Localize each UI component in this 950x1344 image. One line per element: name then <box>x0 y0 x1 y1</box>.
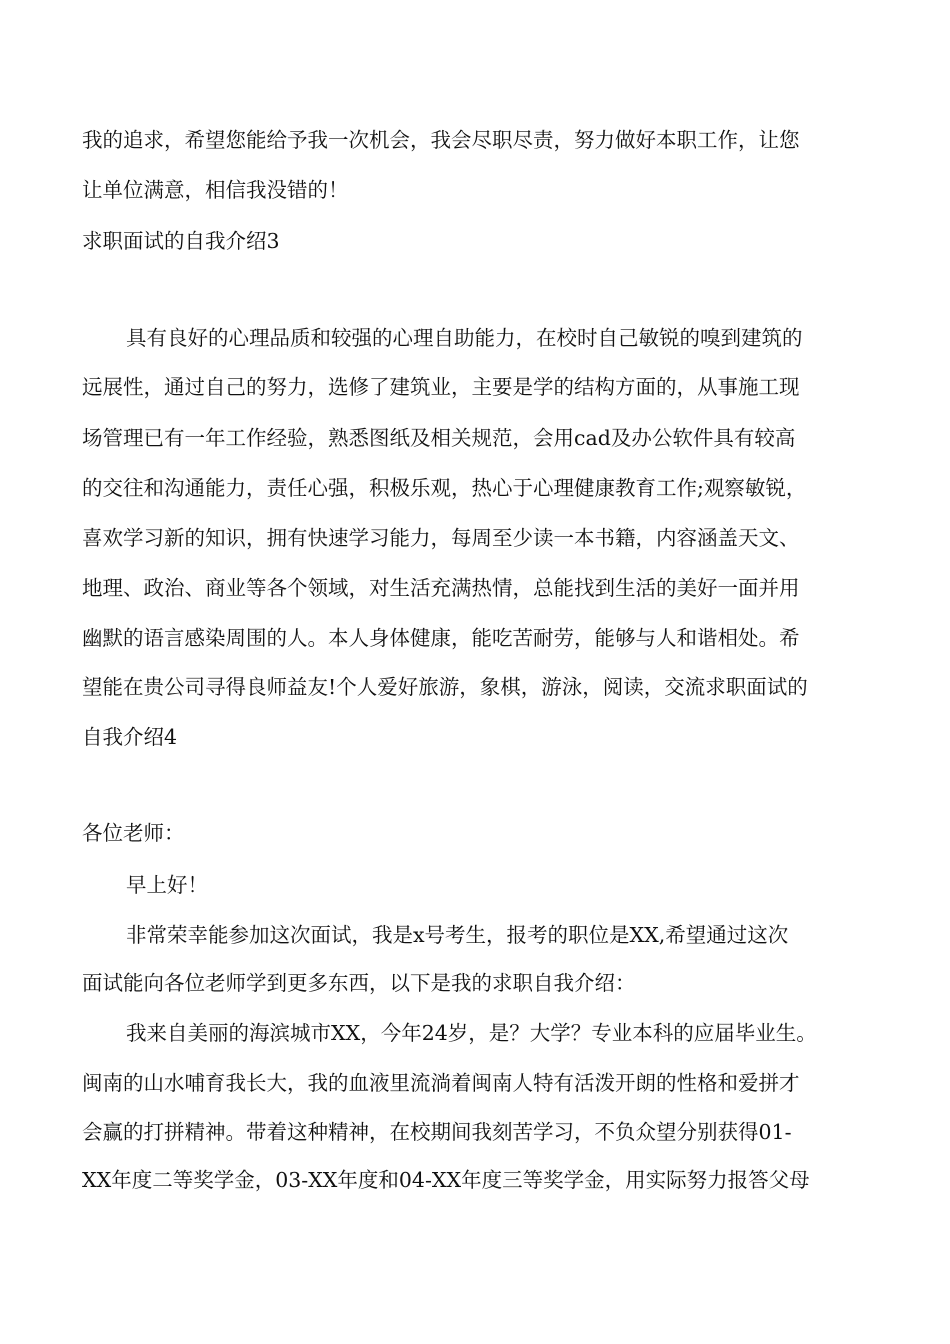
text-line: 幽默的语言感染周围的人。本人身体健康，能吃苦耐劳，能够与人和谐相处。希 <box>82 626 800 650</box>
text-line: 我来自美丽的海滨城市XX，今年24岁，是？大学？专业本科的应届毕业生。 <box>126 1021 817 1045</box>
text-line: 让单位满意，相信我没错的！ <box>82 178 349 202</box>
text-line: 闽南的山水哺育我长大，我的血液里流淌着闽南人特有活泼开朗的性格和爱拼才 <box>82 1071 800 1095</box>
text-line: 场管理已有一年工作经验，熟悉图纸及相关规范，会用cad及办公软件具有较高 <box>82 426 796 450</box>
section-heading: 自我介绍4 <box>82 725 178 749</box>
text-line: 非常荣幸能参加这次面试，我是x号考生，报考的职位是XX,希望通过这次 <box>126 923 789 947</box>
text-line: 地理、政治、商业等各个领域，对生活充满热情，总能找到生活的美好一面并用 <box>82 576 800 600</box>
text-line: 望能在贵公司寻得良师益友!个人爱好旅游，象棋，游泳，阅读，交流求职面试的 <box>82 675 808 699</box>
text-line: 喜欢学习新的知识，拥有快速学习能力，每周至少读一本书籍，内容涵盖天文、 <box>82 526 800 550</box>
text-line: 的交往和沟通能力，责任心强，积极乐观，热心于心理健康教育工作;观察敏锐， <box>82 476 807 500</box>
text-line: 面试能向各位老师学到更多东西，以下是我的求职自我介绍： <box>82 971 636 995</box>
section-heading: 求职面试的自我介绍3 <box>82 229 280 253</box>
text-line: XX年度二等奖学金，03-XX年度和04-XX年度三等奖学金，用实际努力报答父母 <box>82 1168 810 1192</box>
greeting: 早上好！ <box>126 873 208 897</box>
text-line: 具有良好的心理品质和较强的心理自助能力，在校时自己敏锐的嗅到建筑的 <box>126 326 803 350</box>
text-line: 远展性，通过自己的努力，选修了建筑业，主要是学的结构方面的，从事施工现 <box>82 375 800 399</box>
text-line: 会赢的打拼精神。带着这种精神，在校期间我刻苦学习，不负众望分别获得01- <box>82 1120 792 1144</box>
salutation: 各位老师： <box>82 821 185 845</box>
text-line: 我的追求，希望您能给予我一次机会，我会尽职尽责，努力做好本职工作，让您 <box>82 128 800 152</box>
